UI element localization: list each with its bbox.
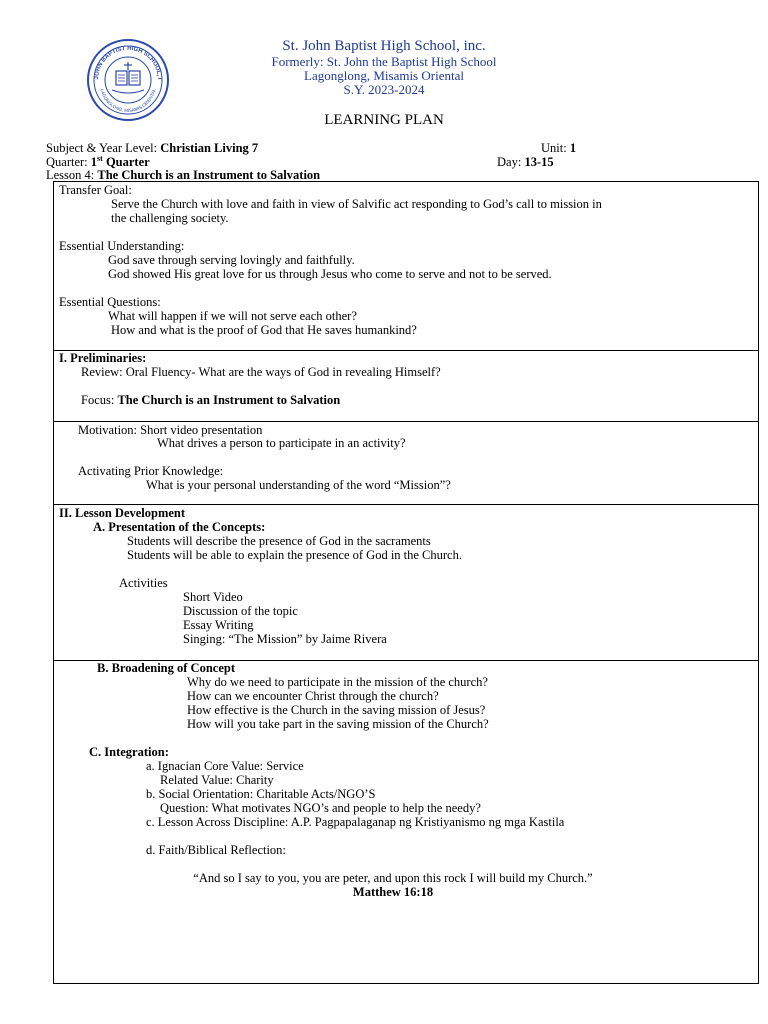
focus-line	[81, 393, 340, 407]
school-year: S.Y. 2023-2024	[343, 82, 425, 97]
integration-heading: C. Integration:	[89, 745, 169, 759]
integration-reflection: d. Faith/Biblical Reflection:	[146, 843, 286, 857]
review-text: Review: Oral Fluency- What are the ways of God in revealing Himself?	[81, 365, 441, 379]
apk-question: What is your personal understanding of the word “Mission”?	[146, 478, 451, 492]
bible-citation: Matthew 16:18	[352, 885, 434, 899]
focus-label: Focus:	[81, 393, 118, 407]
apk-label: Activating Prior Knowledge:	[78, 464, 224, 478]
day-label: Day:	[497, 155, 525, 169]
broadening-question: How can we encounter Christ through the church?	[187, 689, 439, 703]
lesson-label: Lesson 4:	[46, 168, 98, 182]
essential-understanding-2: God showed His great love for us through Jesus who come to serve and not to be served.	[108, 267, 552, 281]
activity-item: Singing: “The Mission” by Jaime Rivera	[183, 632, 387, 646]
essential-understanding-label: Essential Understanding:	[59, 239, 185, 253]
presentation-heading: A. Presentation of the Concepts:	[93, 520, 266, 534]
broadening-question: How will you take part in the saving mission of the Church?	[187, 717, 489, 731]
integration-across-discipline: c. Lesson Across Discipline: A.P. Pagpapalaganap ng Kristiyanismo ng mga Kastila	[146, 815, 565, 829]
school-address: Lagonglong, Misamis Oriental	[304, 68, 464, 83]
integration-core-value: a. Ignacian Core Value: Service	[146, 759, 304, 773]
day-value: 13-15	[524, 155, 554, 169]
integration-related-value: Related Value: Charity	[160, 773, 274, 787]
quarter-label: Quarter:	[46, 155, 91, 169]
preliminaries-section	[53, 350, 759, 422]
essential-questions-label: Essential Questions:	[59, 295, 161, 309]
lesson-line	[46, 168, 320, 182]
quarter-value: 1st Quarter	[90, 153, 150, 169]
preliminaries-heading: I. Preliminaries:	[59, 351, 147, 365]
activity-item: Essay Writing	[183, 618, 254, 632]
unit-value: 1	[569, 141, 577, 155]
essential-understanding-1: God save through serving lovingly and faithfully.	[108, 253, 355, 267]
subject-line	[46, 141, 258, 155]
document-title: LEARNING PLAN	[324, 112, 444, 128]
activities-label: Activities	[119, 576, 168, 590]
activity-item: Short Video	[183, 590, 243, 604]
seal-top-text: JOHN BAPTIST HIGH SCHOOL, I	[93, 45, 163, 80]
school-name: St. John Baptist High School, inc.	[282, 38, 486, 54]
unit-line	[541, 141, 576, 155]
former-name: Formerly: St. John the Baptist High School	[271, 54, 497, 69]
transfer-goal-text-1: Serve the Church with love and faith in view of Salvific act responding to God’s call to mission in	[111, 197, 602, 211]
essential-question-1: What will happen if we will not serve each other?	[108, 309, 357, 323]
integration-question: Question: What motivates NGO’s and people to help the needy?	[160, 801, 481, 815]
transfer-goal-label: Transfer Goal:	[59, 183, 132, 197]
essential-question-2: How and what is the proof of God that He saves humankind?	[111, 323, 417, 337]
activity-item: Discussion of the topic	[183, 604, 298, 618]
focus-value: The Church is an Instrument to Salvation	[117, 393, 341, 407]
broadening-question: Why do we need to participate in the mission of the church?	[187, 675, 488, 689]
day-line	[497, 155, 554, 169]
subject-value: Christian Living 7	[160, 141, 259, 155]
lesson-value: The Church is an Instrument to Salvation	[97, 168, 321, 182]
motivation-question: What drives a person to participate in an activity?	[157, 436, 406, 450]
broadening-heading: B. Broadening of Concept	[97, 661, 235, 675]
lesson-development-heading: II. Lesson Development	[59, 506, 186, 520]
unit-label: Unit:	[541, 141, 570, 155]
motivation-label: Motivation: Short video presentation	[78, 423, 263, 437]
quarter-line	[46, 155, 150, 169]
seal-bottom-text: LAGONGLONG, MISAMIS ORIENTAL	[99, 88, 157, 114]
bible-quote: “And so I say to you, you are peter, and upon this rock I will build my Church.”	[193, 871, 593, 885]
subject-label: Subject & Year Level:	[46, 141, 161, 155]
presentation-line-1: Students will describe the presence of God in the sacraments	[127, 534, 431, 548]
presentation-line-2: Students will be able to explain the presence of God in the Church.	[127, 548, 462, 562]
integration-social-orientation: b. Social Orientation: Charitable Acts/NGO’S	[146, 787, 376, 801]
broadening-question: How effective is the Church in the saving mission of Jesus?	[187, 703, 486, 717]
transfer-goal-text-2: the challenging society.	[111, 211, 229, 225]
